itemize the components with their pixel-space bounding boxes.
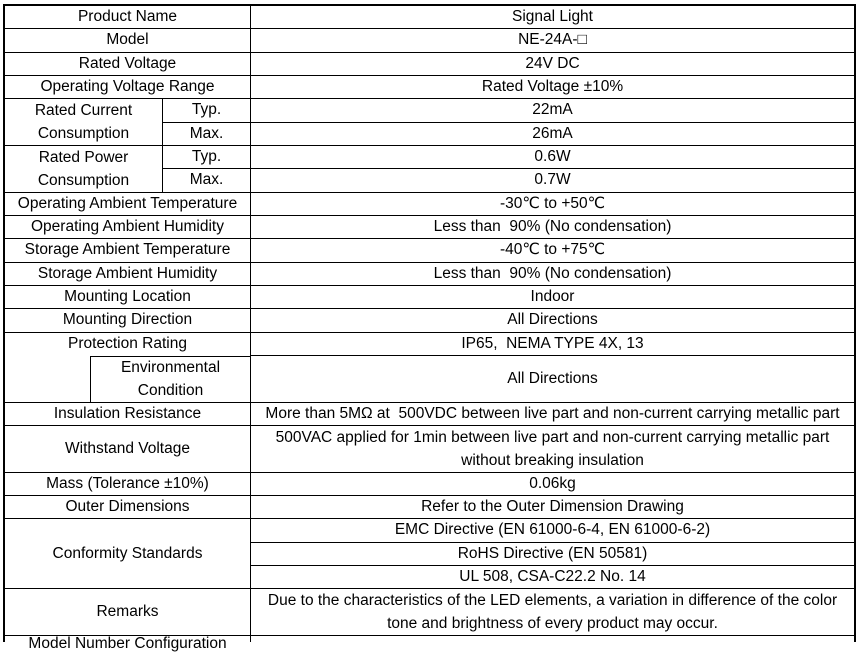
conformity-standard-ul: UL 508, CSA-C22.2 No. 14 <box>251 566 854 589</box>
conformity-standards-label: Conformity Standards <box>5 519 251 589</box>
storage-ambient-humidity-label: Storage Ambient Humidity <box>5 263 251 286</box>
value-line: tone and brightness of every product may occur. <box>387 615 718 633</box>
storage-ambient-temperature-value: -40℃ to +75℃ <box>251 239 854 262</box>
mounting-direction-value: All Directions <box>251 309 854 332</box>
operating-ambient-temperature-label: Operating Ambient Temperature <box>5 193 251 216</box>
operating-ambient-temperature-value: -30℃ to +50℃ <box>251 193 854 216</box>
environmental-condition-label <box>91 356 251 403</box>
withstand-voltage-label: Withstand Voltage <box>5 426 251 473</box>
operating-ambient-humidity-value: Less than 90% (No condensation) <box>251 216 854 239</box>
operating-voltage-range-label: Operating Voltage Range <box>5 76 251 99</box>
rated-current-typ-value: 22mA <box>251 99 854 122</box>
withstand-voltage-value <box>251 426 854 473</box>
storage-ambient-temperature-label: Storage Ambient Temperature <box>5 239 251 262</box>
label-line: Rated Current <box>34 102 133 120</box>
protection-rating-value: IP65, NEMA TYPE 4X, 13 <box>251 333 854 356</box>
mounting-location-value: Indoor <box>251 286 854 309</box>
protection-rating-label: Protection Rating <box>5 333 251 356</box>
mounting-location-label: Mounting Location <box>5 286 251 309</box>
rated-power-consumption-label <box>5 146 163 193</box>
environmental-condition-value: All Directions <box>251 356 854 403</box>
outer-dimensions-value: Refer to the Outer Dimension Drawing <box>251 496 854 519</box>
remarks-label: Remarks <box>5 589 251 636</box>
label-line: Consumption <box>37 125 130 143</box>
insulation-resistance-value: More than 5MΩ at 500VDC between live part and non-current carrying metallic part <box>251 403 854 426</box>
mass-label: Mass (Tolerance ±10%) <box>5 473 251 496</box>
rated-current-consumption-label <box>5 99 163 146</box>
rated-current-typ-label: Typ. <box>163 99 251 122</box>
rated-voltage-label: Rated Voltage <box>5 53 251 76</box>
rated-power-max-label: Max. <box>163 169 251 192</box>
model-value: NE-24A-□ <box>251 29 854 52</box>
mass-value: 0.06kg <box>251 473 854 496</box>
rated-current-max-value: 26mA <box>251 123 854 146</box>
label-line: Rated Power <box>38 148 129 166</box>
label-line: Consumption <box>37 171 130 189</box>
label-line: Condition <box>137 382 204 400</box>
rated-power-typ-value: 0.6W <box>251 146 854 169</box>
storage-ambient-humidity-value: Less than 90% (No condensation) <box>251 263 854 286</box>
operating-ambient-humidity-label: Operating Ambient Humidity <box>5 216 251 239</box>
rated-power-max-value: 0.7W <box>251 169 854 192</box>
model-number-configuration-label: Model Number Configuration <box>5 636 251 642</box>
conformity-standard-rohs: RoHS Directive (EN 50581) <box>251 543 854 566</box>
value-line: without breaking insulation <box>461 451 644 469</box>
product-name-label: Product Name <box>5 6 251 29</box>
operating-voltage-range-value: Rated Voltage ±10% <box>251 76 854 99</box>
insulation-resistance-label: Insulation Resistance <box>5 403 251 426</box>
spec-table <box>3 4 856 652</box>
remarks-value <box>251 589 854 636</box>
outer-dimensions-label: Outer Dimensions <box>5 496 251 519</box>
model-number-configuration-value <box>251 636 854 642</box>
conformity-standard-emc: EMC Directive (EN 61000-6-4, EN 61000-6-2) <box>251 519 854 542</box>
environmental-spacer-cell <box>5 356 91 403</box>
rated-voltage-value: 24V DC <box>251 53 854 76</box>
label-line: Environmental <box>120 359 221 377</box>
rated-current-max-label: Max. <box>163 123 251 146</box>
product-name-value: Signal Light <box>251 6 854 29</box>
value-line: Due to the characteristics of the LED elements, a variation in difference of the color <box>267 592 838 610</box>
mounting-direction-label: Mounting Direction <box>5 309 251 332</box>
model-label: Model <box>5 29 251 52</box>
rated-power-typ-label: Typ. <box>163 146 251 169</box>
value-line: 500VAC applied for 1min between live part and non-current carrying metallic part <box>275 428 830 446</box>
